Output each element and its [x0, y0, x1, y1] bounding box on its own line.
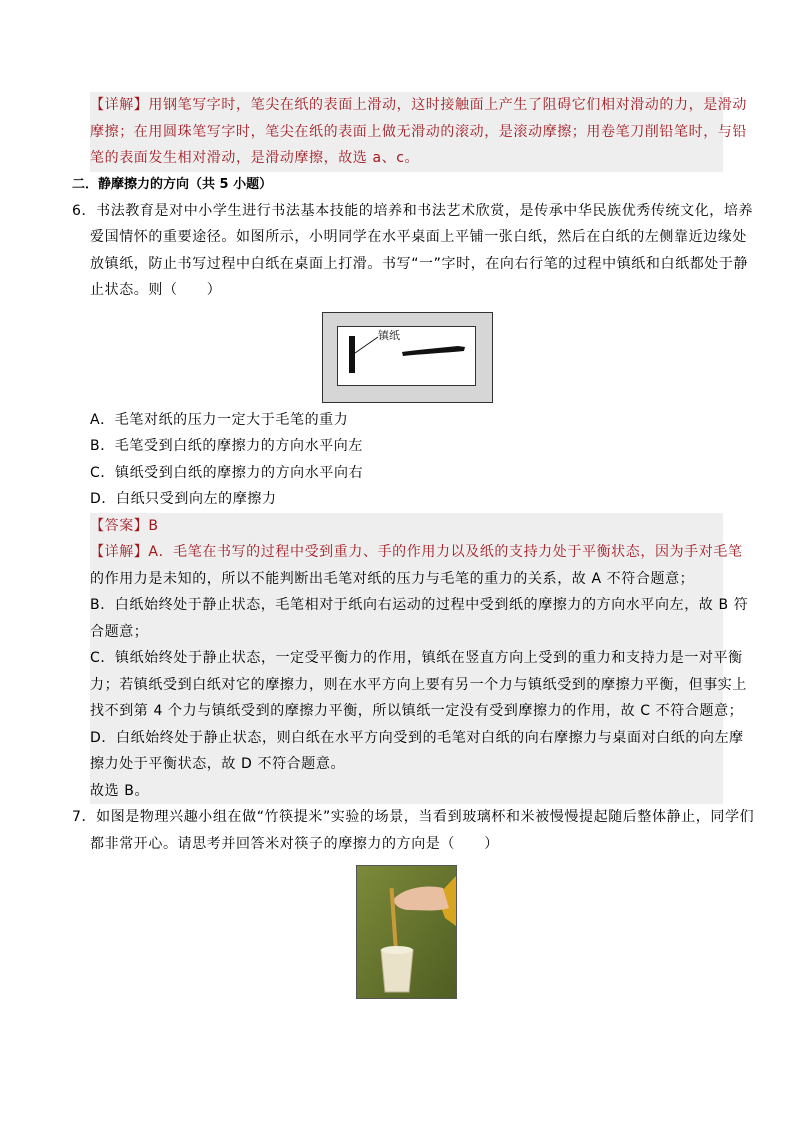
q6-detail-line: 故选 B。	[90, 782, 150, 799]
q6-stem-line-1: 6．书法教育是对中小学生进行书法基本技能的培养和书法艺术欣赏，是传承中华民族优秀传统文化，培养	[72, 202, 754, 219]
q6-stem-line-4: 止状态。则（ ）	[90, 282, 222, 298]
question-6	[72, 198, 754, 805]
paperweight-label: 镇纸	[378, 328, 400, 342]
q6-detail-line: 找不到第 4 个力与镇纸受到的摩擦力平衡，所以镇纸一定没有受到摩擦力的作用，故 C 不符合题意；	[90, 703, 744, 719]
section-heading: 二．静摩擦力的方向（共 5 小题）	[72, 176, 273, 192]
paperweight-bar	[349, 336, 355, 373]
q6-option-d[interactable]: D．白纸只受到向左的摩擦力	[90, 491, 277, 507]
q5-detail-line-2: 摩擦；在用圆珠笔写字时，笔尖在纸的表面上做无滑动的滚动，是滚动摩擦；用卷笔刀削铅笔时，与铅	[90, 123, 747, 140]
label-pointer-line	[355, 337, 378, 353]
q6-detail-line: 合题意；	[90, 623, 149, 640]
q6-detail-line: C．镇纸始终处于静止状态，一定受平衡力的作用，镇纸在竖直方向上受到的重力和支持力是一对平衡	[90, 650, 743, 666]
q6-detail-line: 的作用力是未知的，所以不能判断出毛笔对纸的压力与毛笔的重力的关系，故 A 不符合题意；	[90, 570, 695, 587]
q7-stem-line-2: 都非常开心。请思考并回答米对筷子的摩擦力的方向是（ ）	[90, 835, 499, 852]
q6-answer: 【答案】B	[90, 517, 159, 534]
q7-photo	[356, 865, 457, 999]
chopstick-rice-photo-svg	[357, 866, 456, 998]
q5-detail-line-3: 笔的表面发生相对滑动，是滑动摩擦，故选 a、c。	[90, 150, 420, 166]
q6-detail-line: 力；若镇纸受到白纸对它的摩擦力，则在水平方向上要有另一个力与镇纸受到的摩擦力平衡，但事实上	[90, 676, 747, 693]
q6-option-a[interactable]: A．毛笔对纸的压力一定大于毛笔的重力	[90, 411, 349, 428]
q6-stem-line-2: 爱国情怀的重要途径。如图所示，小明同学在水平桌面上平铺一张白纸，然后在白纸的左侧靠近边缘处	[90, 229, 747, 245]
paperweight-figure-svg	[338, 327, 474, 384]
q6-option-c[interactable]: C．镇纸受到白纸的摩擦力的方向水平向右	[90, 464, 364, 481]
stroke-yi	[402, 346, 465, 356]
paper-sheet	[337, 326, 476, 386]
q5-detail-block	[90, 92, 747, 172]
q6-stem-line-3: 放镇纸，防止书写过程中白纸在桌面上打滑。书写“一”字时，在向右行笔的过程中镇纸和白纸都处于静	[90, 255, 749, 272]
q6-figure	[322, 312, 493, 403]
cup-with-rice	[381, 950, 413, 992]
q6-detail-line: D．白纸始终处于静止状态，则白纸在水平方向受到的毛笔对白纸的向右摩擦力与桌面对白纸的向左摩	[90, 729, 744, 746]
q6-detail-line: 【详解】A．毛笔在书写的过程中受到重力、手的作用力以及纸的支持力处于平衡状态，因为手对毛笔	[90, 544, 743, 560]
q6-solution-block	[90, 513, 749, 805]
document-page	[72, 92, 755, 999]
rice-surface	[381, 946, 413, 954]
q6-detail-line: B．白纸始终处于静止状态，毛笔相对于纸向右运动的过程中受到纸的摩擦力的方向水平向左，故 B 符	[90, 597, 749, 613]
q7-stem-line-1: 7．如图是物理兴趣小组在做“竹筷提米”实验的场景，当看到玻璃杯和米被慢慢提起随后整体静止，同学们	[72, 809, 755, 825]
q6-detail-line: 擦力处于平衡状态，故 D 不符合题意。	[90, 756, 346, 772]
question-7	[72, 804, 755, 999]
q5-detail-line-1: 【详解】用钢笔写字时，笔尖在纸的表面上滑动，这时接触面上产生了阻碍它们相对滑动的力，是滑动	[90, 97, 747, 113]
q6-option-b[interactable]: B．毛笔受到白纸的摩擦力的方向水平向左	[90, 438, 364, 454]
